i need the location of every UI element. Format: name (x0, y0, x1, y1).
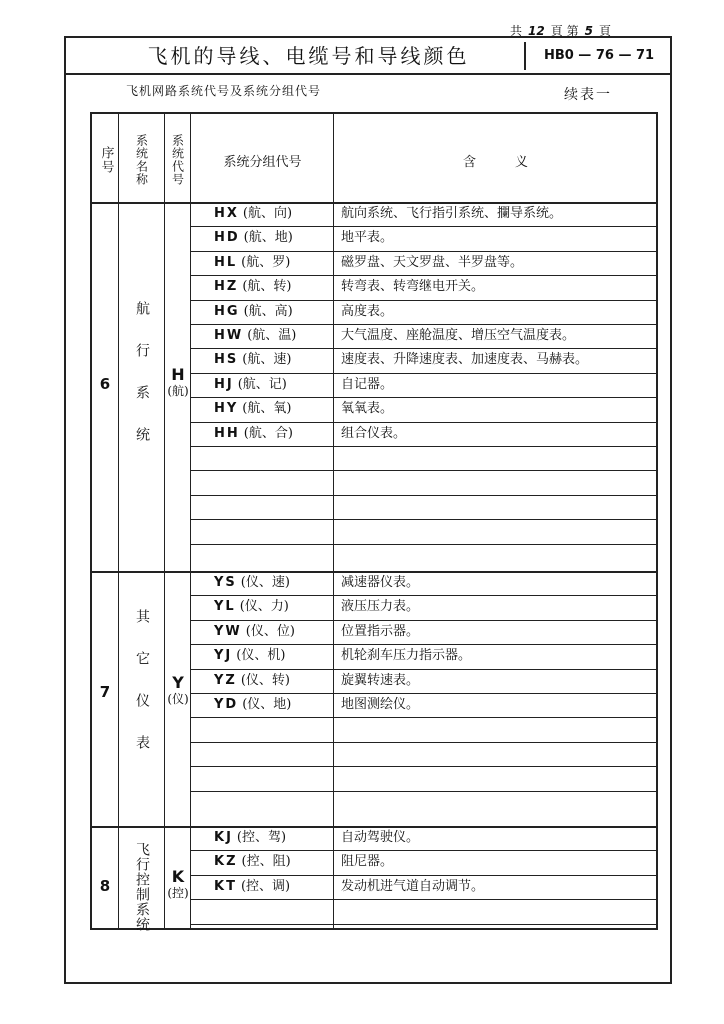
subgroup-code-cell (192, 850, 332, 874)
subgroup-code-cell (192, 397, 332, 421)
meaning-cell: 组合仪表。 (341, 425, 407, 441)
subgroup-code-note: (仪、位) (245, 623, 295, 639)
subgroup-code-note: (航、罗) (241, 254, 291, 270)
subgroup-code-note: (航、高) (243, 303, 293, 319)
subgroup-code-note: (航、合) (243, 425, 293, 441)
header-system-name: 系统名称 (134, 134, 149, 186)
subgroup-code-cell (192, 251, 332, 275)
header-seq: 序号 (98, 146, 114, 174)
page-current: 5 (584, 24, 593, 38)
group-system-code (166, 367, 190, 399)
subgroup-code-note: (航、记) (237, 376, 287, 392)
meaning-cell: 转弯表、转弯继电开关。 (341, 279, 485, 295)
meaning-cell: 大气温度、座舱温度、增压空气温度表。 (341, 328, 576, 343)
subgroup-code: HG (214, 303, 240, 319)
group-code-note: (控) (167, 886, 189, 900)
group-code-letter: H (171, 365, 185, 384)
row-divider (190, 495, 656, 496)
row-divider (190, 544, 656, 545)
meaning-cell: 地平表。 (341, 230, 394, 246)
subgroup-code: HH (214, 425, 240, 441)
meaning-cell: 旋翼转速表。 (341, 672, 420, 688)
group-code-letter: K (171, 867, 185, 886)
group-system-code (166, 675, 190, 707)
subgroup-code-note: (航、转) (242, 279, 292, 295)
subgroup-code-note: (仪、地) (242, 697, 292, 712)
row-divider (190, 899, 656, 900)
page-total: 12 (528, 24, 545, 38)
group-code-note: (航) (167, 384, 189, 398)
row-divider (190, 519, 656, 520)
subgroup-code-cell (192, 275, 332, 299)
subgroup-code-note: (仪、机) (236, 648, 286, 664)
subgroup-code-cell (192, 620, 332, 644)
subgroup-code-cell (192, 422, 332, 446)
group-number: 8 (99, 877, 111, 895)
row-divider (190, 791, 656, 792)
column-divider (333, 114, 334, 928)
subgroup-code-note: (航、地) (243, 230, 293, 246)
subgroup-code: YJ (214, 648, 233, 664)
subgroup-code: KT (214, 878, 237, 894)
subgroup-code-cell (192, 373, 332, 397)
meaning-cell: 发动机进气道自动调节。 (341, 878, 485, 894)
continuation-label: 续表一 (564, 87, 612, 103)
page-unit: 頁 (550, 24, 563, 38)
group-number: 6 (99, 375, 111, 393)
row-divider (190, 924, 656, 925)
subgroup-code-note: (航、氧) (242, 401, 292, 417)
subgroup-code: HD (214, 230, 240, 246)
meaning-cell: 自记器。 (341, 376, 394, 392)
meaning-cell: 速度表、升降速度表、加速度表、马赫表。 (341, 352, 589, 368)
row-divider (190, 766, 656, 767)
subgroup-code-cell (192, 348, 332, 372)
meaning-cell: 位置指示器。 (341, 623, 420, 639)
group-name: 飞行控制系统 (134, 842, 150, 932)
group-code-note: (仪) (167, 692, 189, 706)
subgroup-code: YD (214, 697, 239, 712)
subgroup-code-note: (控、阻) (241, 854, 291, 870)
meaning-cell: 机轮刹车压力指示器。 (341, 648, 472, 664)
subgroup-code: HS (214, 352, 239, 368)
subgroup-code: HW (214, 328, 244, 343)
column-divider (190, 114, 191, 928)
meaning-cell: 液压压力表。 (341, 599, 420, 615)
subgroup-code-note: (仪、转) (240, 672, 290, 688)
subgroup-code: HL (214, 254, 238, 270)
subgroup-code-cell (192, 324, 332, 348)
subgroup-code-cell (192, 226, 332, 250)
row-divider (190, 446, 656, 447)
meaning-cell: 航向系统、飞行指引系统、攔导系统。 (341, 206, 563, 221)
subgroup-code-note: (控、调) (240, 878, 291, 894)
subgroup-code: YZ (214, 672, 237, 688)
subgroup-code-note: (航、温) (247, 328, 297, 343)
group-name: 航行系统 (134, 301, 150, 469)
subgroup-code: YW (214, 623, 242, 639)
subgroup-code-cell (192, 202, 332, 226)
subgroup-code: HJ (214, 376, 234, 392)
subgroup-code-note: (仪、力) (239, 599, 289, 615)
row-divider (190, 742, 656, 743)
group-name: 其它仪表 (134, 609, 150, 777)
page-total-label: 共 (510, 24, 523, 38)
meaning-cell: 地图测绘仪。 (341, 697, 420, 712)
group-number: 7 (99, 683, 111, 701)
column-divider (118, 114, 119, 928)
subgroup-code-cell (192, 300, 332, 324)
meaning-cell: 自动驾驶仪。 (341, 830, 420, 845)
row-divider (190, 717, 656, 718)
subgroup-code-note: (仪、速) (240, 575, 290, 590)
subgroup-code: HY (214, 401, 239, 417)
subgroup-code: KJ (214, 830, 233, 845)
document-title: 飞机的导线、电缆号和导线颜色 (147, 44, 470, 68)
subgroup-code: HX (214, 206, 239, 221)
meaning-cell: 高度表。 (341, 303, 394, 319)
subgroup-code-cell (192, 693, 332, 717)
meaning-cell: 阻尼器。 (341, 854, 394, 870)
column-divider (164, 114, 165, 928)
subgroup-code-note: (航、速) (242, 352, 292, 368)
subgroup-code-cell (192, 875, 332, 899)
subgroup-code-note: (航、向) (242, 206, 293, 221)
meaning-cell: 氧氧表。 (341, 401, 394, 417)
page-current-unit: 頁 (598, 24, 611, 38)
page-current-label: 第 (566, 24, 579, 38)
subgroup-code: YL (214, 599, 236, 615)
document-frame (64, 36, 672, 984)
group-system-code (166, 869, 190, 901)
subgroup-code-cell (192, 595, 332, 619)
subgroup-code-cell (192, 644, 332, 668)
subgroup-code: KZ (214, 854, 238, 870)
subgroup-code: HZ (214, 279, 239, 295)
subgroup-code-cell (192, 669, 332, 693)
group-code-letter: Y (172, 673, 184, 692)
row-divider (190, 470, 656, 471)
header-group-code: 系统分组代号 (223, 154, 302, 170)
meaning-cell: 减速器仪表。 (341, 575, 420, 590)
header-system-code: 系统代号 (170, 134, 185, 186)
table-subtitle: 飞机网路系统代号及系统分组代号 (126, 84, 322, 98)
header-meaning: 含 义 (462, 154, 528, 170)
standard-number: HB0 — 76 — 71 (524, 42, 672, 70)
meaning-cell: 磁罗盘、天文罗盘、半罗盘等。 (341, 254, 524, 270)
code-table (90, 112, 658, 930)
title-divider (66, 73, 670, 75)
subgroup-code-cell (192, 826, 332, 850)
subgroup-code: YS (214, 575, 237, 590)
subgroup-code-cell (192, 571, 332, 595)
subgroup-code-note: (控、驾) (236, 830, 287, 845)
